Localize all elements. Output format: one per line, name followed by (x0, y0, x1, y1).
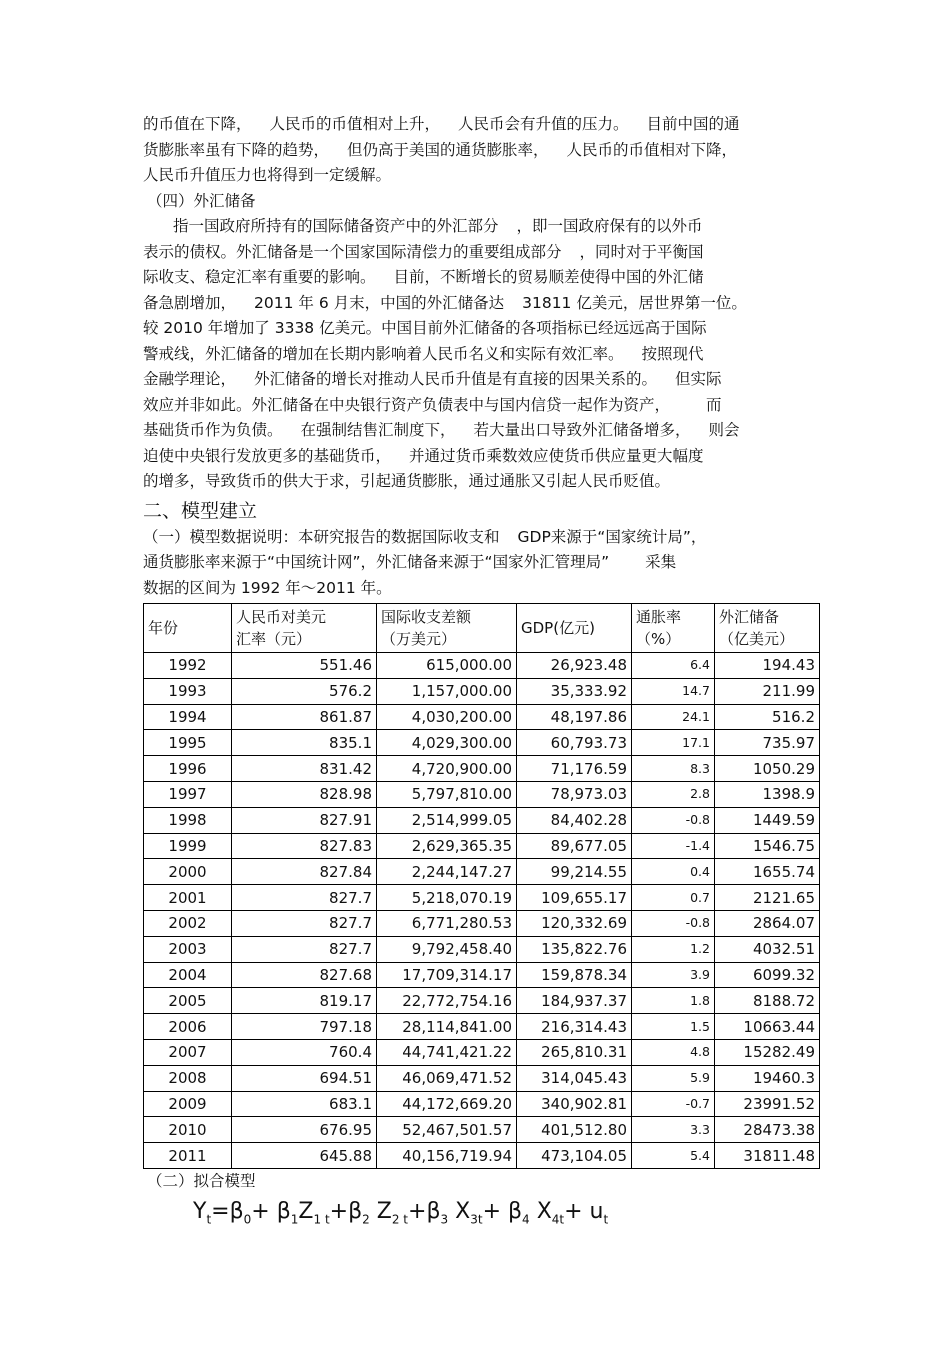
section-2-title: 二、模型建立 (143, 499, 258, 522)
cell-reserves: 23991.52 (715, 1091, 820, 1117)
cell-year: 2010 (144, 1117, 232, 1143)
cell-gdp: 99,214.55 (517, 859, 632, 885)
cell-balance: 4,029,300.00 (377, 730, 517, 756)
cell-inflation: 24.1 (632, 704, 715, 730)
table-row (144, 1014, 820, 1040)
cell-balance: 17,709,314.17 (377, 962, 517, 988)
cell-inflation: 1.5 (632, 1014, 715, 1040)
cell-gdp: 314,045.43 (517, 1065, 632, 1091)
table-row (144, 1065, 820, 1091)
cell-inflation: 8.3 (632, 756, 715, 782)
cell-gdp: 84,402.28 (517, 807, 632, 833)
cell-gdp: 216,314.43 (517, 1014, 632, 1040)
col-year-header: 年份 (144, 604, 232, 653)
table-row (144, 1039, 820, 1065)
table-row (144, 704, 820, 730)
cell-inflation: 6.4 (632, 653, 715, 679)
text-line: （一）模型数据说明：本研究报告的数据国际收支和 GDP来源于“国家统计局”， (143, 527, 707, 546)
cell-reserves: 735.97 (715, 730, 820, 756)
cell-year: 1996 (144, 756, 232, 782)
cell-exchange-rate: 676.95 (232, 1117, 377, 1143)
cell-exchange-rate: 576.2 (232, 678, 377, 704)
cell-balance: 40,156,719.94 (377, 1143, 517, 1169)
text-line: 金融学理论， 外汇储备的增长对推动人民币升值是有直接的因果关系的。 但实际 (143, 370, 722, 388)
data-table (143, 603, 820, 1169)
cell-exchange-rate: 645.88 (232, 1143, 377, 1169)
cell-inflation: 4.8 (632, 1039, 715, 1065)
text-line: 表示的债权。外汇储备是一个国家国际清偿力的重要组成部分 ，同时对于平衡国 (143, 242, 704, 261)
col-reserves-header: 外汇储备 （亿美元） (715, 604, 820, 653)
cell-exchange-rate: 835.1 (232, 730, 377, 756)
table-row (144, 833, 820, 859)
cell-balance: 6,771,280.53 (377, 910, 517, 936)
cell-year: 2004 (144, 962, 232, 988)
col-gdp-header: GDP(亿元) (517, 604, 632, 653)
cell-inflation: 14.7 (632, 678, 715, 704)
cell-reserves: 15282.49 (715, 1039, 820, 1065)
text-line: 警戒线，外汇储备的增加在长期内影响着人民币名义和实际有效汇率。 按照现代 (143, 344, 704, 363)
cell-year: 1998 (144, 807, 232, 833)
cell-year: 2008 (144, 1065, 232, 1091)
cell-year: 2002 (144, 910, 232, 936)
cell-reserves: 28473.38 (715, 1117, 820, 1143)
cell-gdp: 26,923.48 (517, 653, 632, 679)
cell-year: 2001 (144, 885, 232, 911)
cell-reserves: 1449.59 (715, 807, 820, 833)
cell-gdp: 265,810.31 (517, 1039, 632, 1065)
cell-exchange-rate: 551.46 (232, 653, 377, 679)
cell-exchange-rate: 797.18 (232, 1014, 377, 1040)
cell-gdp: 401,512.80 (517, 1117, 632, 1143)
table-row (144, 859, 820, 885)
table-row (144, 730, 820, 756)
cell-gdp: 35,333.92 (517, 678, 632, 704)
cell-inflation: 1.2 (632, 936, 715, 962)
text-line: 人民币升值压力也将得到一定缓解。 (143, 166, 392, 184)
cell-balance: 4,030,200.00 (377, 704, 517, 730)
cell-exchange-rate: 827.83 (232, 833, 377, 859)
cell-exchange-rate: 827.7 (232, 885, 377, 911)
cell-year: 1994 (144, 704, 232, 730)
cell-reserves: 1546.75 (715, 833, 820, 859)
table-row (144, 988, 820, 1014)
table-row (144, 962, 820, 988)
cell-gdp: 60,793.73 (517, 730, 632, 756)
cell-year: 1992 (144, 653, 232, 679)
cell-exchange-rate: 827.7 (232, 936, 377, 962)
col-inflation-header: 通胀率 （%） (632, 604, 715, 653)
cell-inflation: 1.8 (632, 988, 715, 1014)
cell-inflation: -0.7 (632, 1091, 715, 1117)
table-row (144, 1117, 820, 1143)
cell-inflation: -0.8 (632, 910, 715, 936)
cell-exchange-rate: 694.51 (232, 1065, 377, 1091)
cell-exchange-rate: 827.68 (232, 962, 377, 988)
table-row (144, 885, 820, 911)
cell-reserves: 1398.9 (715, 781, 820, 807)
cell-reserves: 516.2 (715, 704, 820, 730)
cell-gdp: 48,197.86 (517, 704, 632, 730)
cell-reserves: 1050.29 (715, 756, 820, 782)
cell-inflation: 17.1 (632, 730, 715, 756)
cell-balance: 615,000.00 (377, 653, 517, 679)
document-page (143, 112, 823, 1236)
cell-gdp: 78,973.03 (517, 781, 632, 807)
subsection-2-title: （二）拟合模型 (147, 1171, 256, 1190)
text-line: 的增多，导致货币的供大于求，引起通货膨胀，通过通胀又引起人民币贬值。 (143, 472, 671, 490)
cell-inflation: 0.7 (632, 885, 715, 911)
cell-reserves: 2864.07 (715, 910, 820, 936)
cell-gdp: 340,902.81 (517, 1091, 632, 1117)
cell-exchange-rate: 861.87 (232, 704, 377, 730)
cell-balance: 22,772,754.16 (377, 988, 517, 1014)
cell-reserves: 31811.48 (715, 1143, 820, 1169)
table-row (144, 1143, 820, 1169)
col-exchange-rate-header: 人民币对美元 汇率（元） (232, 604, 377, 653)
table-row (144, 781, 820, 807)
cell-balance: 9,792,458.40 (377, 936, 517, 962)
cell-year: 2009 (144, 1091, 232, 1117)
section-4-paragraph (143, 214, 823, 495)
cell-gdp: 89,677.05 (517, 833, 632, 859)
cell-reserves: 4032.51 (715, 936, 820, 962)
text-line: 基础货币作为负债。 在强制结售汇制度下， 若大量出口导致外汇储备增多， 则会 (143, 421, 740, 439)
cell-reserves: 10663.44 (715, 1014, 820, 1040)
table-header-row (144, 604, 820, 653)
cell-year: 1993 (144, 678, 232, 704)
cell-exchange-rate: 827.7 (232, 910, 377, 936)
cell-exchange-rate: 827.84 (232, 859, 377, 885)
cell-inflation: -1.4 (632, 833, 715, 859)
table-row (144, 807, 820, 833)
cell-year: 2000 (144, 859, 232, 885)
text-line: 通货膨胀率来源于“中国统计网”，外汇储备来源于“国家外汇管理局” 采集 (143, 553, 677, 571)
cell-year: 2003 (144, 936, 232, 962)
cell-year: 1995 (144, 730, 232, 756)
table-row (144, 1091, 820, 1117)
cell-gdp: 120,332.69 (517, 910, 632, 936)
text-line: 指一国政府所持有的国际储备资产中的外汇部分 ，即一国政府保有的以外币 (173, 217, 703, 235)
cell-reserves: 6099.32 (715, 962, 820, 988)
cell-year: 1999 (144, 833, 232, 859)
cell-balance: 46,069,471.52 (377, 1065, 517, 1091)
text-line: 效应并非如此。外汇储备在中央银行资产负债表中与国内信贷一起作为资产， 而 (143, 395, 722, 414)
cell-gdp: 159,878.34 (517, 962, 632, 988)
cell-year: 2011 (144, 1143, 232, 1169)
cell-exchange-rate: 827.91 (232, 807, 377, 833)
cell-reserves: 211.99 (715, 678, 820, 704)
section-4-title: （四）外汇储备 (147, 191, 256, 210)
cell-inflation: -0.8 (632, 807, 715, 833)
cell-balance: 1,157,000.00 (377, 678, 517, 704)
text-line: 货膨胀率虽有下降的趋势， 但仍高于美国的通货膨胀率， 人民币的币值相对下降， (143, 140, 738, 159)
table-row (144, 678, 820, 704)
cell-balance: 5,218,070.19 (377, 885, 517, 911)
text-line: 迫使中央银行发放更多的基础货币， 并通过货币乘数效应使货币供应量更大幅度 (143, 446, 704, 465)
cell-year: 2005 (144, 988, 232, 1014)
cell-balance: 44,172,669.20 (377, 1091, 517, 1117)
cell-gdp: 71,176.59 (517, 756, 632, 782)
table-row (144, 910, 820, 936)
regression-formula: $Y_t=\beta_0+ \beta_1Z_{1 t}+\beta_2$ $Z_{2 t}+\beta_3$ $X_{3t}+ \beta_4$ $X_{4t}+ u_t$ (193, 1199, 609, 1227)
cell-balance: 2,629,365.35 (377, 833, 517, 859)
cell-reserves: 19460.3 (715, 1065, 820, 1091)
cell-balance: 28,114,841.00 (377, 1014, 517, 1040)
cell-inflation: 5.9 (632, 1065, 715, 1091)
cell-reserves: 194.43 (715, 653, 820, 679)
cell-reserves: 1655.74 (715, 859, 820, 885)
subsection-1-paragraph (143, 525, 823, 602)
cell-exchange-rate: 828.98 (232, 781, 377, 807)
cell-exchange-rate: 683.1 (232, 1091, 377, 1117)
text-line: 较 2010 年增加了 3338 亿美元。中国目前外汇储备的各项指标已经远远高于国际 (143, 319, 707, 337)
cell-balance: 44,741,421.22 (377, 1039, 517, 1065)
cell-inflation: 5.4 (632, 1143, 715, 1169)
cell-gdp: 135,822.76 (517, 936, 632, 962)
text-line: 的币值在下降， 人民币的币值相对上升， 人民币会有升值的压力。 目前中国的通 (143, 115, 740, 133)
text-line: 数据的区间为 1992 年～2011 年。 (143, 578, 392, 597)
cell-reserves: 8188.72 (715, 988, 820, 1014)
cell-gdp: 473,104.05 (517, 1143, 632, 1169)
cell-inflation: 3.9 (632, 962, 715, 988)
cell-exchange-rate: 760.4 (232, 1039, 377, 1065)
cell-exchange-rate: 819.17 (232, 988, 377, 1014)
cell-inflation: 3.3 (632, 1117, 715, 1143)
table-row (144, 653, 820, 679)
table-row (144, 756, 820, 782)
intro-paragraph (143, 112, 823, 189)
cell-balance: 2,244,147.27 (377, 859, 517, 885)
table-body (144, 653, 820, 1169)
cell-gdp: 109,655.17 (517, 885, 632, 911)
cell-inflation: 2.8 (632, 781, 715, 807)
cell-year: 1997 (144, 781, 232, 807)
cell-year: 2006 (144, 1014, 232, 1040)
cell-balance: 5,797,810.00 (377, 781, 517, 807)
col-balance-header: 国际收支差额 （万美元） (377, 604, 517, 653)
cell-reserves: 2121.65 (715, 885, 820, 911)
text-line: 备急剧增加， 2011 年 6 月末，中国的外汇储备达 31811 亿美元，居世界第一位。 (143, 293, 747, 312)
cell-exchange-rate: 831.42 (232, 756, 377, 782)
cell-balance: 52,467,501.57 (377, 1117, 517, 1143)
cell-balance: 4,720,900.00 (377, 756, 517, 782)
cell-balance: 2,514,999.05 (377, 807, 517, 833)
cell-year: 2007 (144, 1039, 232, 1065)
text-line: 际收支、稳定汇率有重要的影响。 目前，不断增长的贸易顺差使得中国的外汇储 (143, 268, 704, 286)
cell-gdp: 184,937.37 (517, 988, 632, 1014)
table-row (144, 936, 820, 962)
cell-inflation: 0.4 (632, 859, 715, 885)
